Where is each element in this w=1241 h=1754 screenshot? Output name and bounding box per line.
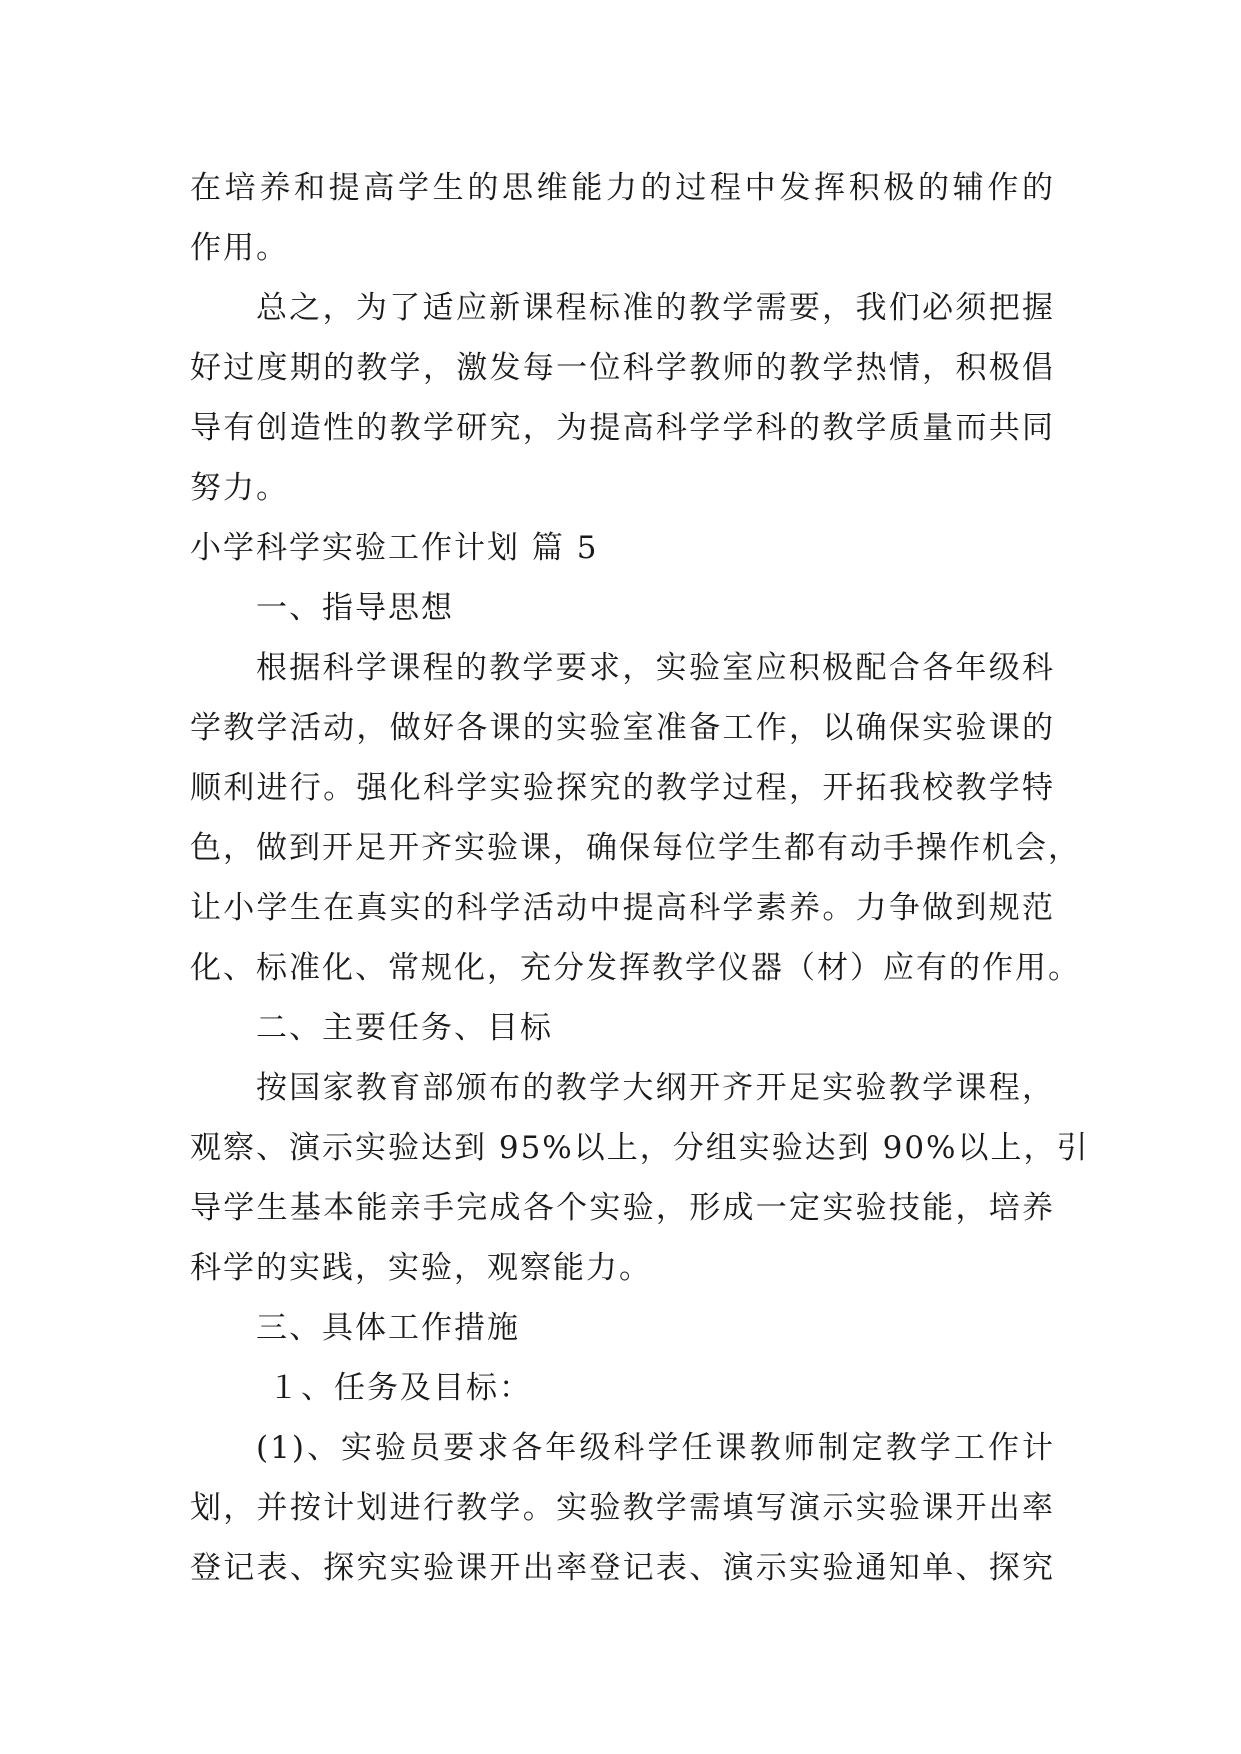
paragraph-line: 色，做到开足开齐实验课，确保每位学生都有动手操作机会， bbox=[190, 830, 1081, 866]
paragraph-line: 观察、演示实验达到 95%以上，分组实验达到 90%以上，引 bbox=[190, 1130, 1090, 1166]
paragraph-line: 好过度期的教学，激发每一位科学教师的教学热情，积极倡 bbox=[190, 350, 1055, 386]
subsection-heading: 三、具体工作措施 bbox=[256, 1310, 520, 1346]
paragraph-line: 努力。 bbox=[190, 470, 289, 506]
subsection-heading: 一、指导思想 bbox=[256, 590, 454, 626]
paragraph-line: 学教学活动，做好各课的实验室准备工作，以确保实验课的 bbox=[190, 710, 1055, 746]
paragraph-line: 登记表、探究实验课开出率登记表、演示实验通知单、探究 bbox=[190, 1550, 1055, 1586]
paragraph-line: 顺利进行。强化科学实验探究的教学过程，开拓我校教学特 bbox=[190, 770, 1055, 806]
paragraph-line: 根据科学课程的教学要求，实验室应积极配合各年级科 bbox=[256, 650, 1055, 686]
list-item-heading: １、任务及目标： bbox=[268, 1370, 532, 1406]
paragraph-line: 导有创造性的教学研究，为提高科学学科的教学质量而共同 bbox=[190, 410, 1055, 446]
paragraph-line: 按国家教育部颁布的教学大纲开齐开足实验教学课程， bbox=[256, 1070, 1055, 1106]
paragraph-line: (1)、实验员要求各年级科学任课教师制定教学工作计 bbox=[256, 1430, 1055, 1466]
paragraph-line: 划，并按计划进行教学。实验教学需填写演示实验课开出率 bbox=[190, 1490, 1055, 1526]
paragraph-line: 在培养和提高学生的思维能力的过程中发挥积极的辅作的 bbox=[190, 170, 1055, 206]
section-heading: 小学科学实验工作计划 篇 5 bbox=[190, 530, 599, 566]
paragraph-line: 作用。 bbox=[190, 230, 289, 266]
paragraph-line: 让小学生在真实的科学活动中提高科学素养。力争做到规范 bbox=[190, 890, 1055, 926]
document-body bbox=[190, 158, 1090, 1598]
paragraph-line: 总之，为了适应新课程标准的教学需要，我们必须把握 bbox=[256, 290, 1055, 326]
paragraph-line: 科学的实践，实验，观察能力。 bbox=[190, 1250, 652, 1286]
subsection-heading: 二、主要任务、目标 bbox=[256, 1010, 553, 1046]
paragraph-line: 化、标准化、常规化，充分发挥教学仪器（材）应有的作用。 bbox=[190, 950, 1081, 986]
paragraph-line: 导学生基本能亲手完成各个实验，形成一定实验技能，培养 bbox=[190, 1190, 1055, 1226]
